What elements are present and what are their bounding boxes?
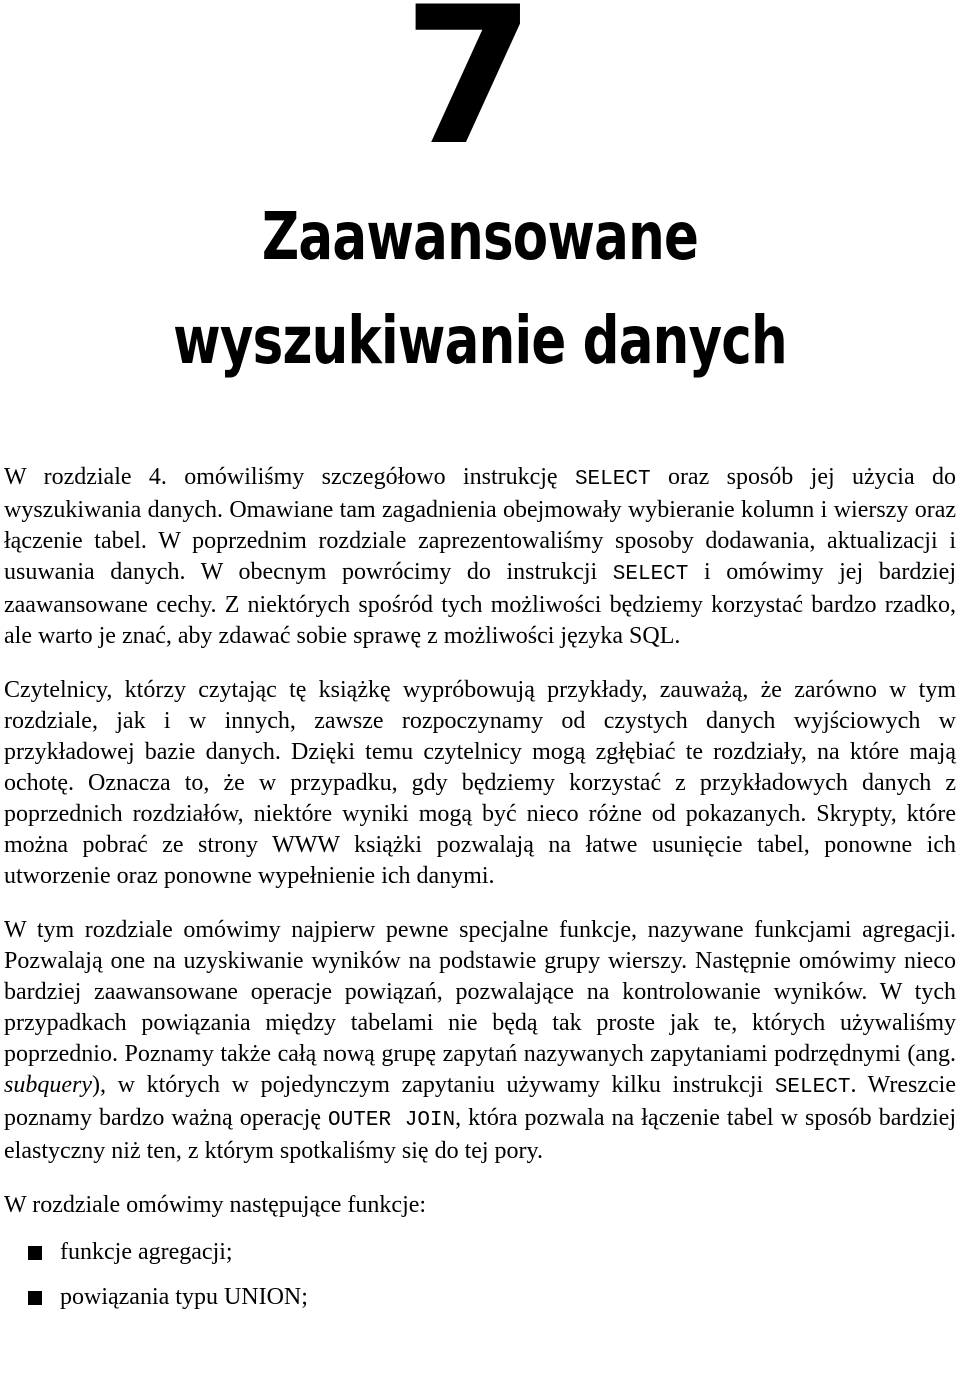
paragraph-text: W rozdziale 4. omówiliśmy szczegółowo instrukcję xyxy=(4,464,575,490)
paragraph-intro xyxy=(4,462,956,652)
list-item xyxy=(4,1237,956,1268)
code-select: SELECT xyxy=(574,468,651,491)
list-item-text: funkcje agregacji; xyxy=(60,1239,233,1265)
feature-list xyxy=(4,1237,956,1313)
chapter-body xyxy=(4,462,956,1327)
square-bullet-icon xyxy=(28,1291,42,1305)
chapter-title-line-1: Zaawansowane xyxy=(261,198,699,275)
chapter-title xyxy=(106,185,855,393)
list-item-text: powiązania typu UNION; xyxy=(60,1284,308,1310)
paragraph-text: ), w których w pojedynczym zapytaniu używamy kilku instrukcji xyxy=(91,1072,775,1098)
paragraph-text: i omówimy jej bardziej zaawansowane cechy. Z niektórych spośród tych możliwości będziemy korzystać bardzo rzadko, ale warto je znać, aby zdawać sobie sprawę z możliwości języka SQL. xyxy=(4,559,956,649)
paragraph-text: , która pozwala na łączenie tabel w sposób bardziej elastyczny niż ten, z którym spotkaliśmy się do tej pory. xyxy=(4,1105,956,1164)
list-item xyxy=(4,1282,956,1313)
paragraph-text: . Wreszcie poznamy bardzo ważną operację xyxy=(4,1072,956,1131)
paragraph-text: W tym rozdziale omówimy najpierw pewne specjalne funkcje, nazywane funkcjami agregacji. Pozwalają one na uzyskiwanie wyników na podstawie grupy wierszy. Następnie omówimy nieco bardziej zaawansowane operacje powiązań, pozwalające na kontrolowanie wyników. W tych przypadkach powiązania między tabelami nie będą tak proste jak te, których używaliśmy poprzednio. Poznamy także całą nową grupę zapytań nazywanych zapytaniami podrzędnymi (ang. xyxy=(4,917,956,1067)
term-subquery: subquery xyxy=(4,1072,92,1098)
paragraph-text: oraz sposób jej użycia do wyszukiwania danych. Omawiane tam zagadnienia obejmowały wybieranie kolumn i wierszy oraz łączenie tabel. W poprzednim rozdziale zaprezentowaliśmy sposoby dodawania, aktualizacji i usuwania danych. W obecnym powrócimy do instrukcji xyxy=(4,464,956,585)
square-bullet-icon xyxy=(28,1246,42,1260)
paragraph-readers-note: Czytelnicy, którzy czytając tę książkę wypróbowują przykłady, zauważą, że zarówno w tym rozdziale, jak i w innych, zawsze rozpoczynamy od czystych danych wyjściowych w przykładowej bazie danych. Dzięki temu czytelnicy mogą zgłębiać te rozdziały, na które mają ochotę. Oznacza to, że w przypadku, gdy będziemy korzystać z przykładowych danych z poprzednich rozdziałów, niektóre wyniki mogą być nieco różne od pokazanych. Skrypty, które można pobrać ze strony WWW książki pozwalają na łatwe usunięcie tabel, ponowne ich utworzenie oraz ponowne wypełnienie ich danymi. xyxy=(4,677,956,889)
code-select: SELECT xyxy=(774,1076,851,1099)
code-select: SELECT xyxy=(612,563,689,586)
chapter-title-line-2: wyszukiwanie danych xyxy=(173,302,787,379)
paragraph-overview xyxy=(4,915,956,1167)
code-outer-join: OUTER JOIN xyxy=(328,1109,456,1132)
chapter-number: 7 xyxy=(402,0,530,187)
paragraph-list-intro: W rozdziale omówimy następujące funkcje: xyxy=(4,1192,427,1218)
